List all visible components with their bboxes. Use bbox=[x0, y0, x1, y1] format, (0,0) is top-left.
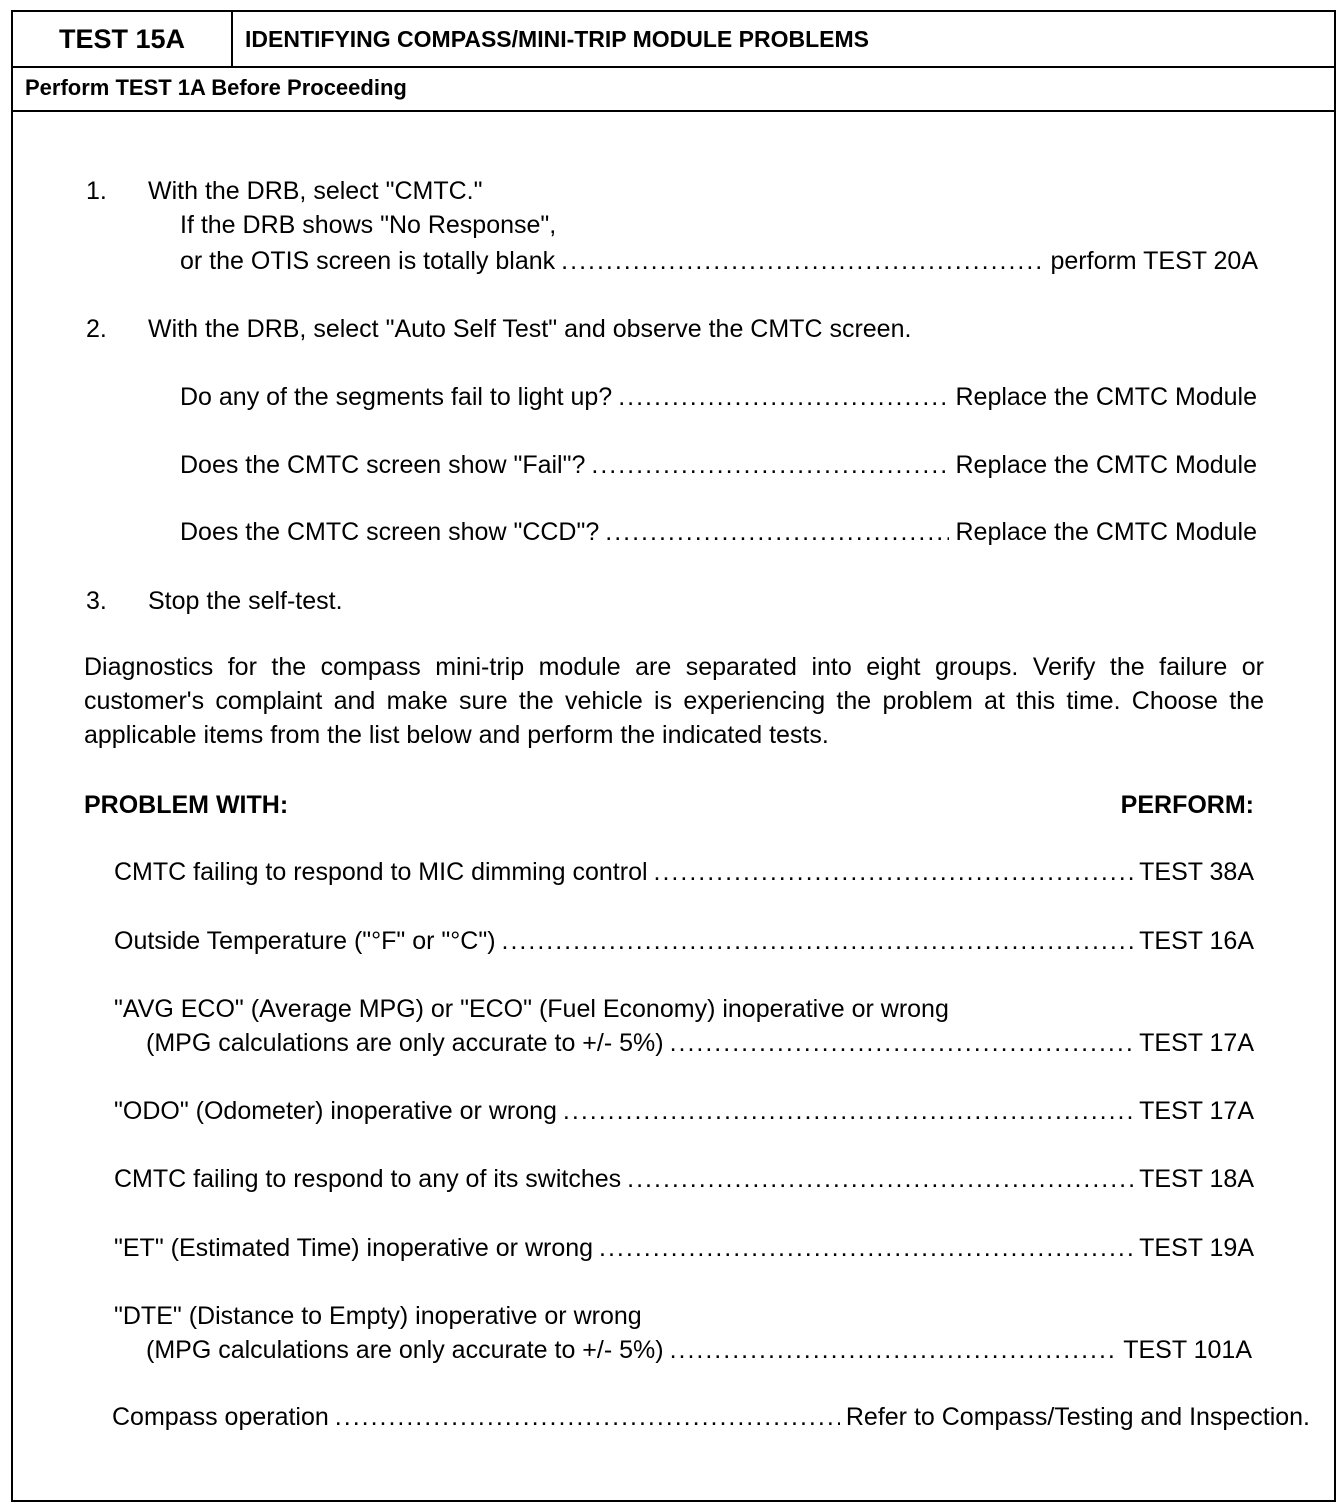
leader-dots bbox=[627, 1164, 1133, 1194]
problem-row bbox=[114, 1164, 1254, 1194]
problem-row bbox=[112, 1402, 1310, 1432]
step-1-subline: If the DRB shows "No Response", bbox=[180, 211, 557, 239]
perform-text: Refer to Compass/Testing and Inspection. bbox=[845, 1403, 1310, 1431]
problem-text: Compass operation bbox=[112, 1403, 329, 1431]
problem-header: PROBLEM WITH: bbox=[84, 791, 289, 819]
header-row bbox=[13, 12, 1334, 68]
test-id: TEST 15A bbox=[13, 12, 233, 66]
prerequisite-row bbox=[13, 66, 1334, 112]
problem-row bbox=[114, 1096, 1254, 1126]
perform-text: TEST 101A bbox=[1123, 1336, 1252, 1364]
problem-text: "ET" (Estimated Time) inoperative or wrong bbox=[114, 1234, 594, 1262]
leader-dots bbox=[563, 1096, 1133, 1126]
step-3-number: 3. bbox=[86, 587, 107, 615]
step-1-action: perform TEST 20A bbox=[1050, 247, 1258, 275]
step-2-number: 2. bbox=[86, 315, 107, 343]
step-1-number: 1. bbox=[86, 177, 107, 205]
perform-text: TEST 19A bbox=[1139, 1234, 1254, 1262]
check-action: Replace the CMTC Module bbox=[955, 518, 1257, 546]
step-2-check-row bbox=[180, 382, 1257, 412]
step-2-check-row bbox=[180, 450, 1257, 480]
leader-dots bbox=[670, 1335, 1118, 1365]
prerequisite-text: Perform TEST 1A Before Proceeding bbox=[25, 75, 407, 100]
leader-dots bbox=[599, 1233, 1133, 1263]
problem-text: "ODO" (Odometer) inoperative or wrong bbox=[114, 1097, 557, 1125]
leader-dots bbox=[618, 382, 949, 412]
step-1-text: With the DRB, select "CMTC." bbox=[148, 177, 483, 205]
step-1-condition: or the OTIS screen is totally blank bbox=[180, 247, 556, 275]
check-question: Does the CMTC screen show "CCD"? bbox=[180, 518, 600, 546]
leader-dots bbox=[335, 1402, 840, 1432]
leader-dots bbox=[605, 517, 949, 547]
leader-dots bbox=[591, 450, 949, 480]
problem-text: Outside Temperature ("°F" or "°C") bbox=[114, 927, 496, 955]
problem-row bbox=[146, 1335, 1252, 1365]
test-title: IDENTIFYING COMPASS/MINI-TRIP MODULE PROBLEMS bbox=[245, 25, 869, 52]
check-question: Does the CMTC screen show "Fail"? bbox=[180, 451, 586, 479]
step-2-check-row bbox=[180, 517, 1257, 547]
perform-text: TEST 18A bbox=[1139, 1165, 1254, 1193]
perform-text: TEST 38A bbox=[1139, 858, 1254, 886]
leader-dots bbox=[670, 1028, 1134, 1058]
problem-text: CMTC failing to respond to MIC dimming control bbox=[114, 858, 648, 886]
problem-row bbox=[114, 857, 1254, 887]
problem-note: (MPG calculations are only accurate to +/- 5%) bbox=[146, 1029, 664, 1057]
problem-text: "AVG ECO" (Average MPG) or "ECO" (Fuel Economy) inoperative or wrong bbox=[114, 995, 949, 1023]
check-question: Do any of the segments fail to light up? bbox=[180, 383, 613, 411]
step-2-text: With the DRB, select "Auto Self Test" and observe the CMTC screen. bbox=[148, 315, 912, 343]
problem-text: "DTE" (Distance to Empty) inoperative or wrong bbox=[114, 1302, 642, 1330]
problem-row bbox=[146, 1028, 1254, 1058]
leader-dots bbox=[654, 857, 1134, 887]
diagnostics-paragraph: Diagnostics for the compass mini-trip module are separated into eight groups. Verify the failure or customer's complaint and make sure the vehicle is experiencing the problem at this time. Choose the applicable items from the list below and perform the indicated tests. bbox=[84, 653, 1264, 749]
perform-text: TEST 17A bbox=[1139, 1097, 1254, 1125]
perform-text: TEST 16A bbox=[1139, 927, 1254, 955]
problem-text: CMTC failing to respond to any of its switches bbox=[114, 1165, 622, 1193]
leader-dots bbox=[502, 926, 1134, 956]
step-3-text: Stop the self-test. bbox=[148, 587, 343, 615]
step-1-leader-row bbox=[180, 246, 1258, 276]
perform-text: TEST 17A bbox=[1139, 1029, 1254, 1057]
check-action: Replace the CMTC Module bbox=[955, 383, 1257, 411]
problem-note: (MPG calculations are only accurate to +/- 5%) bbox=[146, 1336, 664, 1364]
perform-header: PERFORM: bbox=[1120, 791, 1254, 819]
leader-dots bbox=[561, 246, 1044, 276]
problem-row bbox=[114, 1233, 1254, 1263]
check-action: Replace the CMTC Module bbox=[955, 451, 1257, 479]
problem-row bbox=[114, 926, 1254, 956]
